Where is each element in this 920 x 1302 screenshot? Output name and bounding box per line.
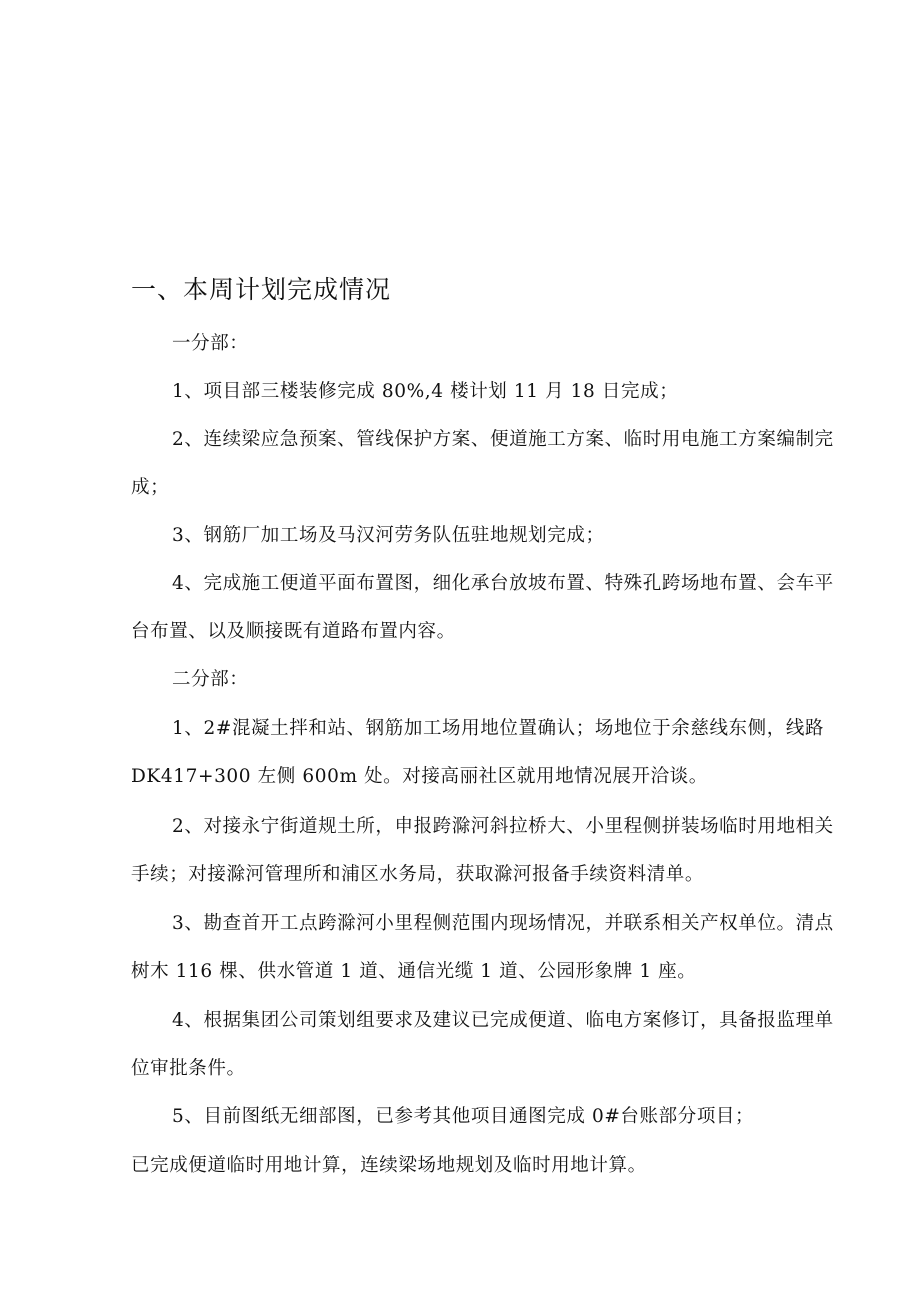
subsection-title-1: 一分部： <box>172 333 249 354</box>
section2-item-1: 1、2#混凝土拌和站、钢筋加工场用地位置确认；场地位于余慈线东侧，线路 DK417+300 左侧 600m 处。对接高丽社区就用地情况展开洽谈。 <box>131 718 825 787</box>
section2-item-5: 5、目前图纸无细部图，已参考其他项目通图完成 0#台账部分项目； <box>172 1106 755 1127</box>
section1-item-4: 4、完成施工便道平面布置图，细化承台放坡布置、特殊孔跨场地布置、会车平台布置、以及顺接既有道路布置内容。 <box>131 573 834 642</box>
section2-item-3: 3、勘查首开工点跨滁河小里程侧范围内现场情况，并联系相关产权单位。清点树木 116 棵、供水管道 1 道、通信光缆 1 道、公园形象牌 1 座。 <box>131 913 834 982</box>
section1-item-2: 2、连续梁应急预案、管线保护方案、便道施工方案、临时用电施工方案编制完成； <box>131 429 834 498</box>
section1-item-1: 1、项目部三楼装修完成 80%,4 楼计划 11 月 18 日完成； <box>172 381 679 402</box>
section-heading: 一、本周计划完成情况 <box>131 275 392 304</box>
section2-item-4: 4、根据集团公司策划组要求及建议已完成便道、临电方案修订，具备报监理单位审批条件。 <box>131 1010 834 1079</box>
subsection-title-2: 二分部： <box>172 669 249 690</box>
section2-item-2: 2、对接永宁街道规土所，申报跨滁河斜拉桥大、小里程侧拼装场临时用地相关手续；对接滁河管理所和浦区水务局，获取滁河报备手续资料清单。 <box>131 816 834 885</box>
section1-item-3: 3、钢筋厂加工场及马汉河劳务队伍驻地规划完成； <box>172 525 605 546</box>
section2-trailing-note: 已完成便道临时用地计算，连续梁场地规划及临时用地计算。 <box>131 1155 647 1176</box>
